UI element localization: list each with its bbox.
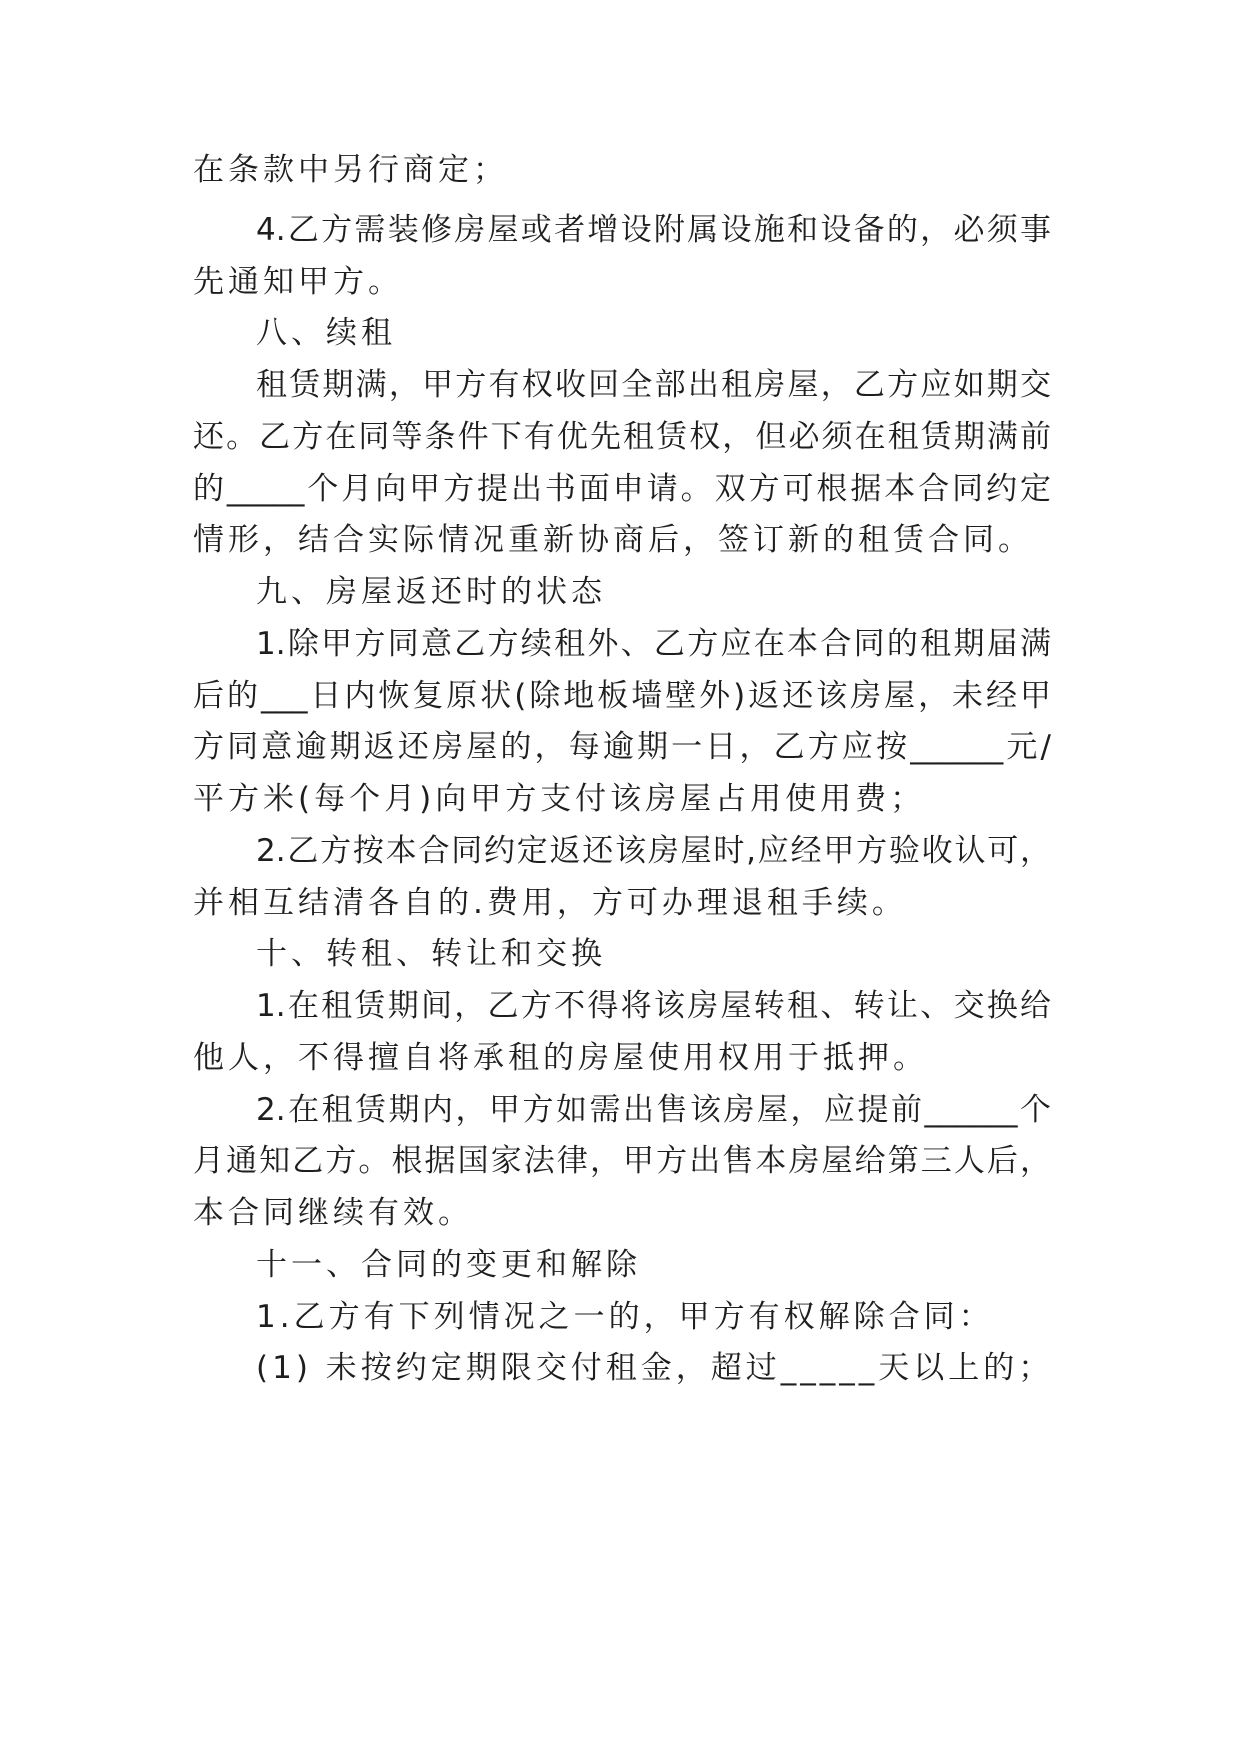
text-line: 4.乙方需装修房屋或者增设附属设施和设备的，必须事 xyxy=(256,212,1051,248)
text-line: 平方米(每个月)向甲方支付该房屋占用使用费； xyxy=(193,781,926,817)
text-line: 的_____个月向甲方提出书面申请。双方可根据本合同约定 xyxy=(193,471,1051,507)
text-line: 1.除甲方同意乙方续租外、乙方应在本合同的租期届满 xyxy=(256,626,1051,662)
text-line: 方同意逾期返还房屋的，每逾期一日，乙方应按______元/ xyxy=(193,729,1051,765)
section-heading: 九、房屋返还时的状态 xyxy=(256,574,606,610)
list-item: (1) 未按约定期限交付租金，超过_____天以上的； xyxy=(256,1350,1054,1386)
section-heading: 八、续租 xyxy=(256,315,396,351)
text-line: 2.乙方按本合同约定返还该房屋时,应经甲方验收认可， xyxy=(256,833,1051,869)
text-line: 1.在租赁期间，乙方不得将该房屋转租、转让、交换给 xyxy=(256,988,1051,1024)
text-line: 2.在租赁期内，甲方如需出售该房屋，应提前______个 xyxy=(256,1092,1051,1128)
section-heading: 十、转租、转让和交换 xyxy=(256,936,606,972)
text-line: 并相互结清各自的.费用，方可办理退租手续。 xyxy=(193,885,907,921)
text-line: 情形，结合实际情况重新协商后，签订新的租赁合同。 xyxy=(193,522,1033,558)
text-line: 月通知乙方。根据国家法律，甲方出售本房屋给第三人后， xyxy=(193,1143,1051,1179)
text-line: 还。乙方在同等条件下有优先租赁权，但必须在租赁期满前 xyxy=(193,419,1051,455)
text-line: 在条款中另行商定； xyxy=(193,152,508,188)
section-heading: 十一、合同的变更和解除 xyxy=(256,1247,641,1283)
text-line: 租赁期满，甲方有权收回全部出租房屋，乙方应如期交 xyxy=(256,367,1051,403)
text-line: 1.乙方有下列情况之一的，甲方有权解除合同： xyxy=(256,1299,994,1335)
text-line: 本合同继续有效。 xyxy=(193,1195,473,1231)
text-line: 他人，不得擅自将承租的房屋使用权用于抵押。 xyxy=(193,1040,928,1076)
text-line: 先通知甲方。 xyxy=(193,264,403,300)
text-line: 后的___日内恢复原状(除地板墙壁外)返还该房屋，未经甲 xyxy=(193,678,1051,714)
